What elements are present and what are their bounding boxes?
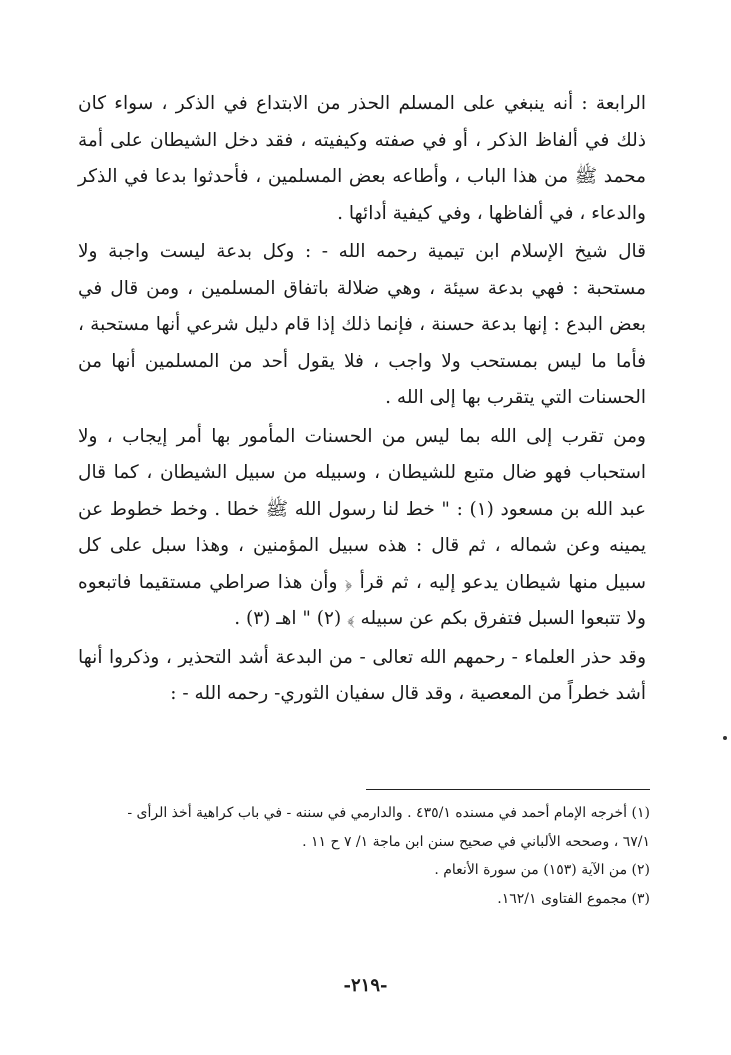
footnotes — [78, 799, 650, 913]
footnote-1-line-2: ٦٧/١ ، وصححه الألباني في صحيح سنن ابن ماجة ١/ ٧ ح ١١ . — [302, 833, 650, 850]
footnote-1-line-1: (١) أخرجه الإمام أحمد في مسنده ٤٣٥/١ . والدارمي في سننه - في باب كراهية أخذ الرأى - — [127, 805, 650, 821]
paragraph-fourth-point: الرابعة : أنه ينبغي على المسلم الحذر من الابتداع في الذكر ، سواء كان ذلك في ألفاظ الذكر ، أو في صفته وكيفيته ، فقد دخل الشيطان على أمة محمد ﷺ من هذا الباب ، وأطاعه بعض المسلمين ، فأحدثوا بدعا في الذكر والدعاء ، في ألفاظها ، وفي كيفية أدائها . — [78, 93, 646, 224]
footnote-divider — [366, 789, 650, 790]
margin-dot — [723, 736, 727, 740]
footnote-3: (٣) مجموع الفتاوى ١٦٢/١. — [497, 890, 650, 907]
main-text — [78, 86, 646, 713]
paragraph-scholars-warning: وقد حذر العلماء - رحمهم الله تعالى - من البدعة أشد التحذير ، وذكروا أنها أشد خطراً من المعصية ، وقد قال سفيان الثوري- رحمه الله - : — [78, 646, 646, 704]
paragraph-ibn-taymiyyah-quote: قال شيخ الإسلام ابن تيمية رحمه الله - : وكل بدعة ليست واجبة ولا مستحبة : فهي بدعة سيئة ، وهي ضلالة باتفاق المسلمين ، ومن قال في بعض البدع : إنها بدعة حسنة ، فإنما ذلك إذا قام دليل شرعي أنها مستحبة ، فأما ما ليس بمستحب ولا واجب ، فلا يقول أحد من المسلمين أنها من الحسنات التي يتقرب بها إلى الله . — [78, 241, 646, 408]
page-number: -٢١٩- — [343, 975, 388, 996]
paragraph-hadith-ibn-masud: ومن تقرب إلى الله بما ليس من الحسنات المأمور بها أمر إيجاب ، ولا استحباب فهو ضال متبع للشيطان ، وسبيله من سبيل الشيطان ، كما قال عبد الله بن مسعود (١) : " خط لنا رسول الله ﷺ خطا . وخط خطوط عن يمينه وعن شماله ، ثم قال : هذه سبيل المؤمنين ، وهذا سبل على كل سبيل منها شيطان يدعو إليه ، ثم قرأ ﴿ وأن هذا صراطي مستقيما فاتبعوه ولا تتبعوا السبل فتفرق بكم عن سبيله ﴾ (٢) " اهـ (٣) . — [78, 425, 646, 629]
footnote-2: (٢) من الآية (١٥٣) من سورة الأنعام . — [434, 862, 650, 878]
